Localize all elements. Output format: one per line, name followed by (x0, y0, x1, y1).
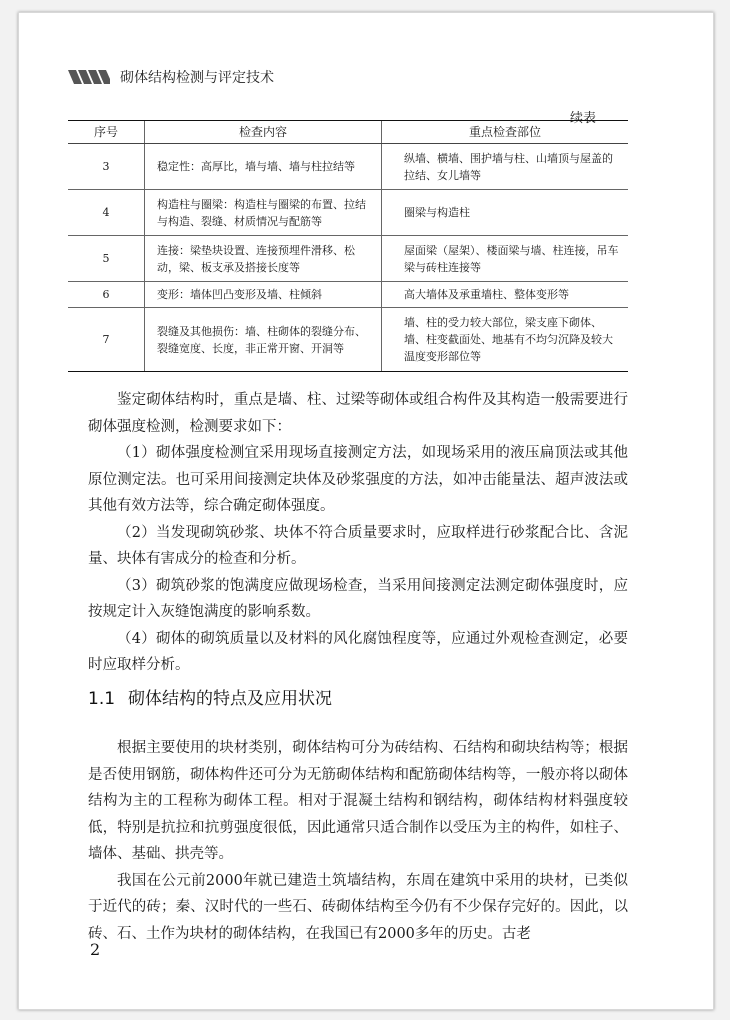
body-text-top (88, 387, 628, 679)
row-content: 构造柱与圈梁：构造柱与圈梁的布置、拉结与构造、裂缝、材质情况与配筋等 (145, 190, 382, 236)
row-number: 6 (68, 282, 145, 308)
row-number: 3 (68, 144, 145, 190)
col-header-no: 序号 (68, 121, 145, 144)
paragraph: （4）砌体的砌筑质量以及材料的风化腐蚀程度等，应通过外观检查测定，必要时应取样分析。 (88, 630, 628, 673)
table-row (68, 282, 628, 308)
paragraph: 鉴定砌体结构时，重点是墙、柱、过梁等砌体或组合构件及其构造一般需要进行砌体强度检测，检测要求如下： (88, 392, 628, 435)
row-number: 5 (68, 236, 145, 282)
table-continued-label: 续表 (570, 111, 597, 126)
running-header (68, 66, 628, 90)
paragraph: 我国在公元前2000年就已建造土筑墙结构，东周在建筑中采用的块材，已类似于近代的砖；秦、汉时代的一些石、砖砌体结构至今仍有不少保存完好的。因此，以砖、石、土作为块材的砌体结构，在我国已有2000多年的历史。古老 (88, 872, 628, 942)
header-stripes-icon (68, 70, 110, 84)
table-row (68, 308, 628, 372)
paragraph: 根据主要使用的块材类别，砌体结构可分为砖结构、石结构和砌块结构等；根据是否使用钢筋，砌体构件还可分为无筋砌体结构和配筋砌体结构等，一般亦将以砌体结构为主的工程称为砌体工程。相对于混凝土结构和钢结构，砌体结构材料强度较低，特别是抗拉和抗剪强度很低，因此通常只适合制作以受压为主的构件，如柱子、墙体、基础、拱壳等。 (88, 740, 628, 862)
row-number: 4 (68, 190, 145, 236)
row-number: 7 (68, 308, 145, 372)
row-focus: 圈梁与构造柱 (382, 190, 629, 236)
header-title: 砌体结构检测与评定技术 (120, 70, 274, 86)
row-focus: 纵墙、横墙、围护墙与柱、山墙顶与屋盖的拉结、女儿墙等 (382, 144, 629, 190)
section-number: 1.1 (88, 689, 116, 709)
page-number: 2 (90, 940, 101, 959)
col-header-focus: 重点检查部位 (382, 121, 629, 144)
row-content: 稳定性：高厚比，墙与墙、墙与柱拉结等 (145, 144, 382, 190)
body-text-bottom (88, 735, 628, 947)
paragraph: （3）砌筑砂浆的饱满度应做现场检查，当采用间接测定法测定砌体强度时，应按规定计入灰缝饱满度的影响系数。 (88, 577, 628, 620)
row-content: 连接：梁垫块设置、连接预埋件滑移、松动，梁、板支承及搭接长度等 (145, 236, 382, 282)
table-row (68, 190, 628, 236)
table-row (68, 236, 628, 282)
row-focus: 高大墙体及承重墙柱、整体变形等 (382, 282, 629, 308)
paragraph: （2）当发现砌筑砂浆、块体不符合质量要求时，应取样进行砂浆配合比、含泥量、块体有害成分的检查和分析。 (88, 524, 628, 567)
col-header-content: 检查内容 (145, 121, 382, 144)
section-title: 砌体结构的特点及应用状况 (128, 689, 332, 709)
table-row (68, 144, 628, 190)
row-content: 裂缝及其他损伤：墙、柱砌体的裂缝分布、裂缝宽度、长度，非正常开窗、开洞等 (145, 308, 382, 372)
paragraph: （1）砌体强度检测宜采用现场直接测定方法，如现场采用的液压扁顶法或其他原位测定法。也可采用间接测定块体及砂浆强度的方法，如冲击能量法、超声波法或其他有效方法等，综合确定砌体强度。 (88, 445, 628, 514)
inspection-table (68, 120, 628, 372)
table-header-row (68, 121, 628, 144)
row-focus: 墙、柱的受力较大部位，梁支座下砌体、墙、柱变截面处、地基有不均匀沉降及较大温度变形部位等 (382, 308, 629, 372)
row-focus: 屋面梁（屋架）、楼面梁与墙、柱连接，吊车梁与砖柱连接等 (382, 236, 629, 282)
section-heading (88, 684, 332, 709)
row-content: 变形：墙体凹凸变形及墙、柱倾斜 (145, 282, 382, 308)
